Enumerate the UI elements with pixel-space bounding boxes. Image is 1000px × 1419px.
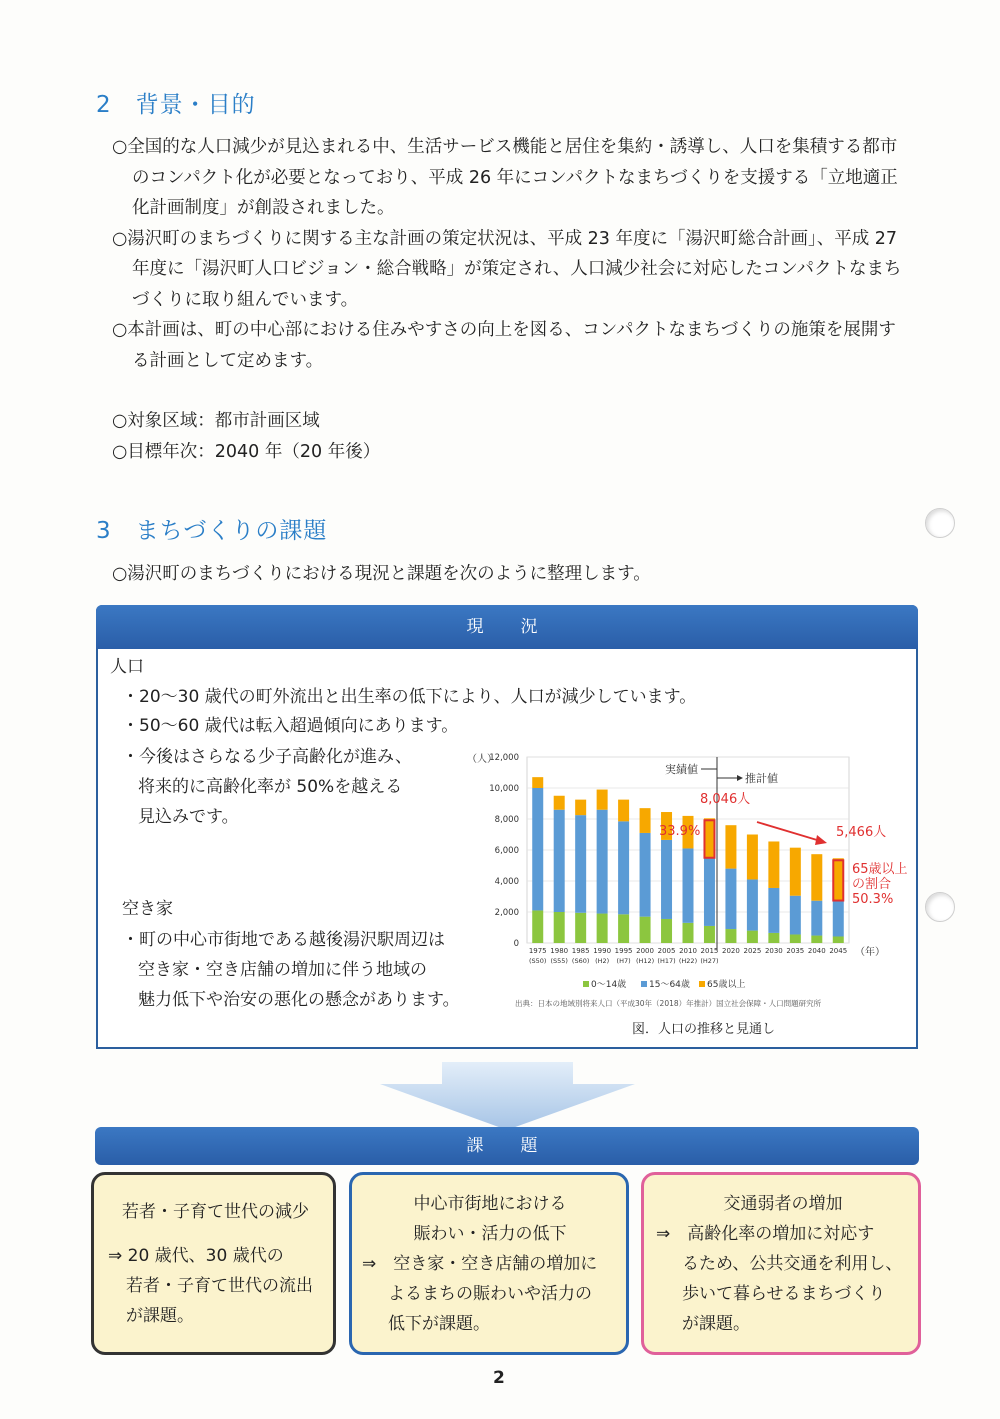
population-bullet-3-line-3: 見込みです。 xyxy=(138,807,239,827)
chart-y-tick-label: 12,000 xyxy=(489,753,519,763)
section2-item-3: ○本計画は、町の中心部における住みやすさの向上を図る、コンパクトなまちづくりの施策を展開する計画として定めます。 xyxy=(112,320,896,371)
chart-bar-segment xyxy=(747,931,758,943)
issue-card-downtown-line-3: 低下が課題。 xyxy=(388,1314,490,1334)
chart-x-tick-label: 2015 xyxy=(700,947,719,955)
pop-2015-label: 8,046人 xyxy=(700,792,751,807)
chart-bar-segment xyxy=(768,888,779,933)
section2-heading: 2 背景・目的 xyxy=(96,92,256,118)
issue-card-transport-line-4: が課題。 xyxy=(682,1314,750,1334)
chart-bar-segment xyxy=(597,790,608,810)
chart-bar-segment xyxy=(811,901,822,936)
chart-bar-segment xyxy=(768,841,779,888)
chart-unit-label: （人） xyxy=(467,754,497,765)
chart-legend-swatch xyxy=(699,981,705,987)
section3-intro: ○湯沢町のまちづくりにおける現況と課題を次のように整理します。 xyxy=(112,564,651,584)
section2-item-2: ○湯沢町のまちづくりに関する主な計画の策定状況は、平成 23 年度に「湯沢町総合計画」、平成 27 年度に「湯沢町人口ビジョン・総合戦略」が策定され、人口減少社会に対応したコンパクトなまちづくりに取り組んでいます。 xyxy=(112,228,902,310)
punch-hole-bottom xyxy=(925,892,955,922)
issue-card-youth-title: 若者・子育て世代の減少 xyxy=(122,1202,309,1222)
issue-card-transport-line-3: 歩いて暮らせるまちづくり xyxy=(682,1284,886,1304)
chart-x-tick-label: 1975 xyxy=(528,947,547,955)
chart-x-tick-label: 2020 xyxy=(722,947,740,955)
chart-bar-segment xyxy=(725,825,736,868)
issue-card-transport-line-1: ⇒ 高齢化率の増加に対応す xyxy=(656,1224,875,1244)
chart-y-tick-label: 4,000 xyxy=(494,877,519,887)
chart-bar-segment xyxy=(790,934,801,943)
chart-bar-segment xyxy=(747,879,758,930)
chart-x-tick-label: 2005 xyxy=(657,947,676,955)
target-area: ○対象区域：都市計画区域 xyxy=(112,411,320,431)
chart-bar-segment xyxy=(704,858,715,926)
chart-bar-segment xyxy=(618,821,629,914)
vacant-house-label: 空き家 xyxy=(122,899,173,919)
chart-source: 出典：日本の地域別将来人口（平成30年（2018）年推計）国立社会保障・人口問題研究所 xyxy=(515,999,822,1008)
population-bullet-3-line-1: ・今後はさらなる少子高齢化が進み、 xyxy=(122,747,413,767)
chart-bar-segment xyxy=(683,848,694,922)
chart-x-tick-label: 2045 xyxy=(829,947,848,955)
genkyo-title: 現 況 xyxy=(96,605,918,649)
vacant-house-line-1: ・町の中心市街地である越後湯沢駅周辺は xyxy=(122,930,445,950)
chart-bar-segment xyxy=(661,919,672,943)
chart-legend-swatch xyxy=(641,981,647,987)
chart-x-tick-label: 2010 xyxy=(679,947,697,955)
chart-bar-segment xyxy=(833,901,844,937)
chart-bar-segment xyxy=(790,848,801,896)
chart-bar-segment xyxy=(704,926,715,943)
chart-bar-segment xyxy=(747,835,758,880)
chart-x-tick-label: 2025 xyxy=(743,947,762,955)
figure-caption: 図．人口の推移と見通し xyxy=(632,1022,776,1037)
chart-x-sub-label: (S60) xyxy=(571,957,590,965)
chart-legend-label: 65歳以上 xyxy=(707,980,746,990)
ratio-label-line-2: の割合 xyxy=(852,877,892,892)
issue-card-transport xyxy=(641,1172,921,1355)
issue-card-downtown-title-2: 賑わい・活力の低下 xyxy=(413,1224,567,1244)
projected-label: 推計値 xyxy=(745,772,778,785)
ratio-2045-label: 50.3% xyxy=(852,892,894,907)
issue-card-downtown-line-2: よるまちの賑わいや活力の xyxy=(388,1284,592,1304)
chart-bar-segment xyxy=(661,840,672,919)
issue-card-youth xyxy=(91,1172,336,1355)
issue-card-downtown xyxy=(349,1172,629,1355)
chart-bar-segment xyxy=(768,933,779,943)
chart-x-sub-label: (H27) xyxy=(700,957,719,965)
population-bullet-3-line-2: 将来的に高齢化率が 50%を越える xyxy=(138,777,403,797)
chart-bar-segment xyxy=(833,858,844,900)
chart-bar-segment xyxy=(640,833,651,917)
chart-y-tick-label: 8,000 xyxy=(494,815,519,825)
chart-x-sub-label: (H7) xyxy=(616,957,631,965)
issue-card-transport-line-2: るため、公共交通を利用し、 xyxy=(682,1254,903,1274)
chart-bar-segment xyxy=(554,796,565,810)
chart-bar-segment xyxy=(575,815,586,913)
population-label: 人口 xyxy=(110,657,144,677)
chart-bar-segment xyxy=(597,810,608,914)
chart-y-tick-label: 6,000 xyxy=(494,846,519,856)
chart-bar-segment xyxy=(618,914,629,943)
population-bullet-2: ・50～60 歳代は転入超過傾向にあります。 xyxy=(122,716,459,736)
chart-x-tick-label: 2030 xyxy=(764,947,783,955)
chart-legend-label: 15～64歳 xyxy=(649,980,690,990)
chart-bar-segment xyxy=(790,896,801,935)
chart-bar-segment xyxy=(532,777,543,788)
chart-bar-segment xyxy=(811,936,822,943)
chart-bar-segment xyxy=(833,936,844,943)
chart-bar-segment xyxy=(575,800,586,816)
ratio-label-line-1: 65歳以上 xyxy=(852,862,908,877)
chart-bar-segment xyxy=(811,854,822,901)
chart-x-tick-label: 1990 xyxy=(593,947,612,955)
chart-bar-segment xyxy=(725,929,736,943)
population-chart xyxy=(455,745,915,1020)
issue-card-transport-title: 交通弱者の増加 xyxy=(723,1194,843,1214)
chart-legend-label: 0～14歳 xyxy=(591,980,627,990)
chart-bar-segment xyxy=(532,910,543,943)
issue-card-youth-line-3: が課題。 xyxy=(126,1306,194,1326)
chart-bar-segment xyxy=(640,917,651,943)
chart-bar-segment xyxy=(532,788,543,910)
target-year: ○目標年次：2040 年（20 年後） xyxy=(112,442,381,462)
chart-y-tick-label: 10,000 xyxy=(489,784,519,794)
chart-x-sub-label: (S50) xyxy=(528,957,547,965)
chart-x-sub-label: (H22) xyxy=(678,957,698,965)
chart-y-tick-label: 2,000 xyxy=(494,908,519,918)
chart-x-tick-label: 2000 xyxy=(636,947,654,955)
chart-x-sub-label: (H17) xyxy=(657,957,676,965)
issue-card-downtown-title-1: 中心市街地における xyxy=(413,1194,567,1214)
chart-bar-segment xyxy=(554,912,565,943)
section2-body xyxy=(112,132,912,376)
chart-x-tick-label: 2040 xyxy=(807,947,826,955)
chart-x-unit: （年） xyxy=(855,947,885,958)
chart-x-tick-label: 2035 xyxy=(786,947,805,955)
chart-x-tick-label: 1995 xyxy=(614,947,633,955)
section2-item-1: ○全国的な人口減少が見込まれる中、生活サービス機能と居住を集約・誘導し、人口を集積する都市のコンパクト化が必要となっており、平成 26 年にコンパクトなまちづくりを支援する「立地適正化計画制度」が創設されました。 xyxy=(112,137,898,218)
down-arrow-icon xyxy=(380,1062,635,1132)
chart-y-tick-label: 0 xyxy=(513,939,519,949)
punch-hole-top xyxy=(925,508,955,538)
section3-heading: 3 まちづくりの課題 xyxy=(96,518,328,544)
chart-bar-segment xyxy=(725,869,736,929)
chart-x-sub-label: (S55) xyxy=(550,957,568,965)
vacant-house-line-3: 魅力低下や治安の悪化の懸念があります。 xyxy=(138,990,460,1010)
chart-bar-segment xyxy=(597,914,608,943)
chart-bar-segment xyxy=(575,913,586,943)
chart-bar-segment xyxy=(640,808,651,833)
page-number: 2 xyxy=(493,1368,505,1388)
actual-label: 実績値 xyxy=(665,763,698,776)
population-bullet-1: ・20～30 歳代の町外流出と出生率の低下により、人口が減少しています。 xyxy=(122,687,697,707)
chart-x-tick-label: 1980 xyxy=(550,947,569,955)
chart-x-tick-label: 1985 xyxy=(571,947,590,955)
pop-2045-label: 5,466人 xyxy=(836,825,887,840)
vacant-house-line-2: 空き家・空き店舗の増加に伴う地域の xyxy=(138,960,427,980)
chart-x-sub-label: (H2) xyxy=(595,957,610,965)
chart-x-sub-label: (H12) xyxy=(635,957,655,965)
kadai-title: 課 題 xyxy=(95,1127,919,1165)
chart-bar-segment xyxy=(704,818,715,857)
issue-card-youth-line-2: 若者・子育て世代の流出 xyxy=(126,1276,313,1296)
chart-bar-segment xyxy=(683,923,694,943)
issue-card-youth-line-1: ⇒ 20 歳代、30 歳代の xyxy=(108,1246,284,1266)
ratio-2015-label: 33.9% xyxy=(659,824,701,839)
issue-card-downtown-line-1: ⇒ 空き家・空き店舗の増加に xyxy=(362,1254,598,1274)
chart-legend-swatch xyxy=(583,981,589,987)
chart-bar-segment xyxy=(618,800,629,822)
chart-bar-segment xyxy=(554,810,565,912)
